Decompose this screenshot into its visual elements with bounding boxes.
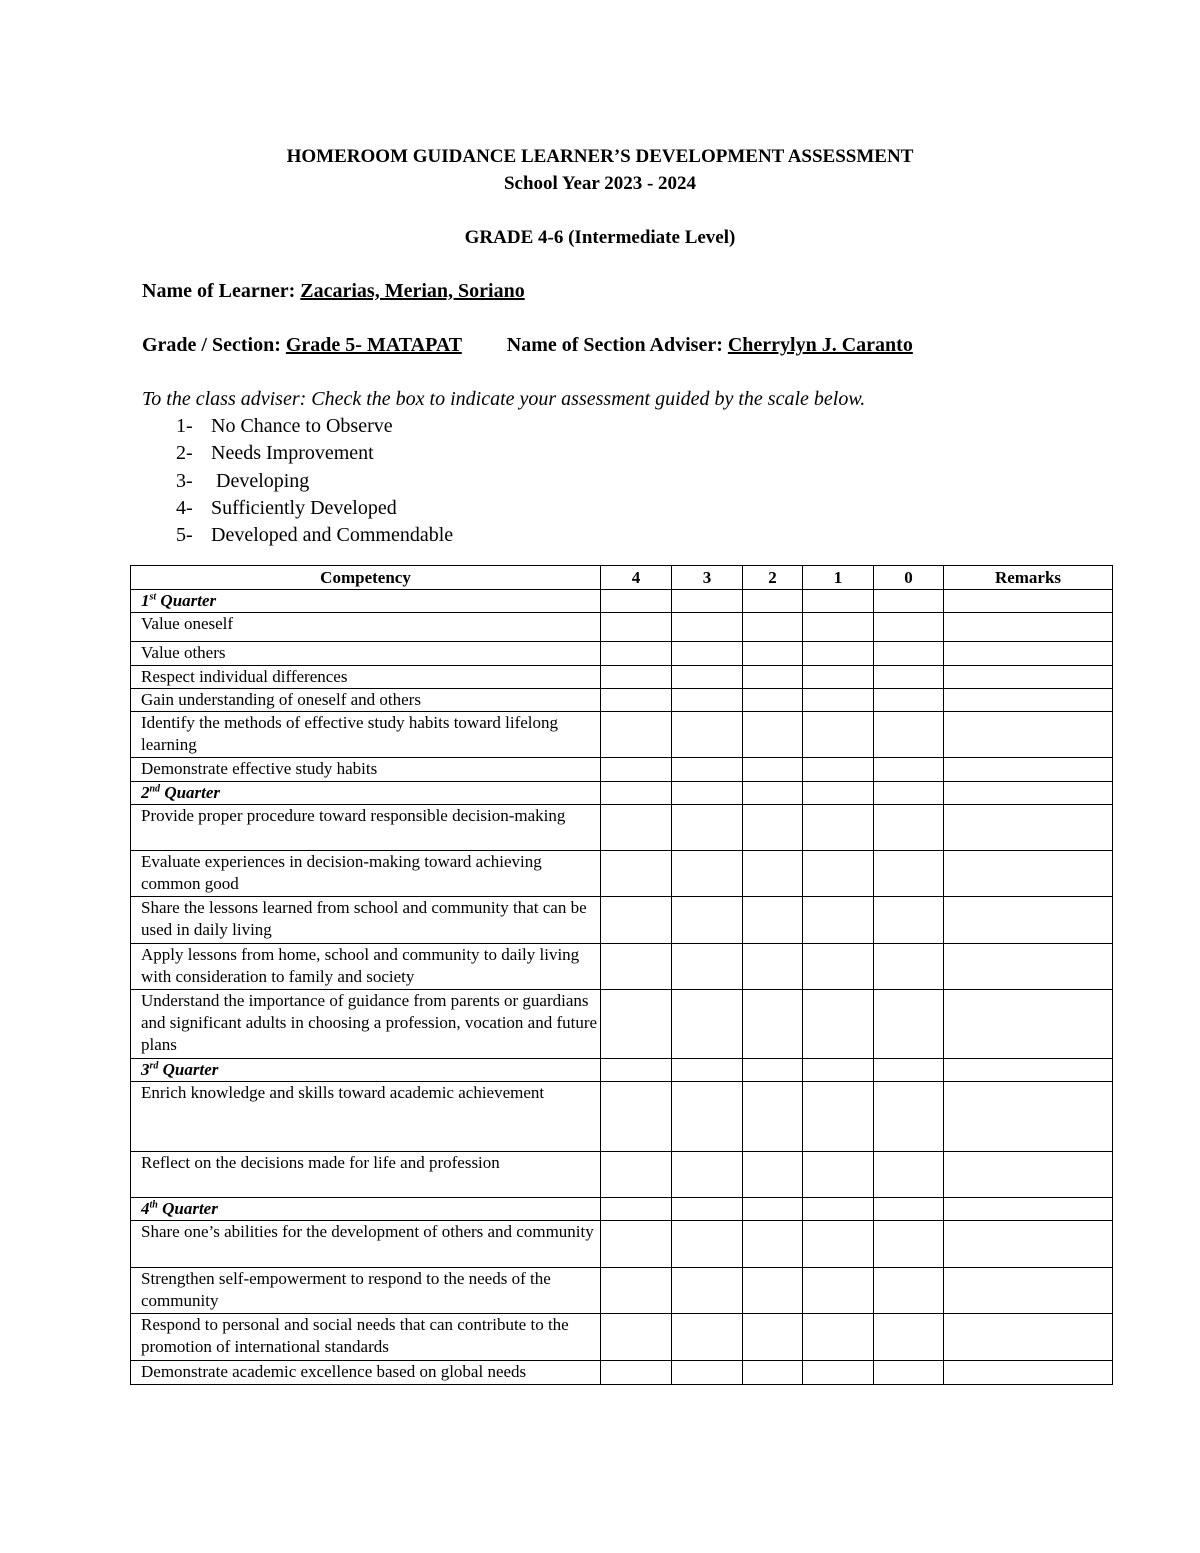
- table-row: [131, 990, 1113, 1059]
- remarks-cell[interactable]: [944, 1268, 1113, 1314]
- competency-text: Respond to personal and social needs that can contribute to the promotion of international standards: [131, 1314, 601, 1361]
- rating-cell[interactable]: [672, 1082, 743, 1152]
- rating-cell[interactable]: [601, 666, 672, 689]
- scale-label: Sufficiently Developed: [211, 496, 397, 519]
- quarter-label: [131, 1059, 601, 1082]
- rating-cell[interactable]: [672, 944, 743, 990]
- header-rating-4: 4: [601, 566, 672, 590]
- rating-cell[interactable]: [874, 1361, 944, 1385]
- header-rating-1: 1: [803, 566, 874, 590]
- rating-cell[interactable]: [601, 1082, 672, 1152]
- rating-cell[interactable]: [601, 712, 672, 758]
- table-row: [131, 1221, 1113, 1268]
- quarter-number: 4: [141, 1199, 150, 1218]
- competency-text: Demonstrate academic excellence based on global needs: [131, 1361, 601, 1385]
- rating-cell[interactable]: [743, 897, 803, 944]
- competency-text: Share one’s abilities for the development of others and community: [131, 1221, 601, 1268]
- adviser-name: Cherrylyn J. Caranto: [727, 334, 913, 356]
- learner-line: [142, 277, 525, 305]
- rating-cell[interactable]: [803, 1268, 874, 1314]
- rating-cell[interactable]: [803, 851, 874, 897]
- rating-cell[interactable]: [803, 1059, 874, 1082]
- rating-cell[interactable]: [601, 851, 672, 897]
- competency-text: Understand the importance of guidance from parents or guardians and significant adults in choosing a profession, vocation and future plans: [131, 990, 601, 1059]
- rating-cell[interactable]: [672, 758, 743, 782]
- rating-cell[interactable]: [672, 712, 743, 758]
- competency-text: Reflect on the decisions made for life and profession: [131, 1152, 601, 1198]
- rating-cell[interactable]: [874, 689, 944, 712]
- rating-cell[interactable]: [743, 1221, 803, 1268]
- rating-cell[interactable]: [874, 1082, 944, 1152]
- document-title: HOMEROOM GUIDANCE LEARNER’S DEVELOPMENT ASSESSMENT: [286, 146, 914, 167]
- rating-cell[interactable]: [672, 1314, 743, 1361]
- remarks-cell[interactable]: [944, 590, 1113, 613]
- remarks-cell[interactable]: [944, 1314, 1113, 1361]
- rating-cell[interactable]: [874, 758, 944, 782]
- rating-cell[interactable]: [874, 1059, 944, 1082]
- table-row: [131, 1268, 1113, 1314]
- rating-cell[interactable]: [601, 613, 672, 642]
- rating-cell[interactable]: [672, 1059, 743, 1082]
- remarks-cell[interactable]: [944, 851, 1113, 897]
- table-row: [131, 712, 1113, 758]
- rating-cell[interactable]: [743, 1152, 803, 1198]
- rating-cell[interactable]: [601, 590, 672, 613]
- scale-item: [176, 522, 453, 549]
- school-year: School Year 2023 - 2024: [503, 173, 697, 194]
- rating-cell[interactable]: [874, 1268, 944, 1314]
- quarter-number: 3: [141, 1060, 150, 1079]
- rating-cell[interactable]: [672, 1268, 743, 1314]
- table-row: [131, 1314, 1113, 1361]
- table-row: [131, 944, 1113, 990]
- rating-cell[interactable]: [874, 613, 944, 642]
- table-row: [131, 897, 1113, 944]
- rating-cell[interactable]: [743, 590, 803, 613]
- rating-cell[interactable]: [601, 1221, 672, 1268]
- table-body: [131, 590, 1113, 1385]
- remarks-cell[interactable]: [944, 1152, 1113, 1198]
- remarks-cell[interactable]: [944, 642, 1113, 666]
- rating-cell[interactable]: [672, 613, 743, 642]
- scale-number: 1-: [176, 415, 193, 437]
- rating-cell[interactable]: [601, 1059, 672, 1082]
- rating-cell[interactable]: [672, 1221, 743, 1268]
- rating-cell[interactable]: [874, 1314, 944, 1361]
- rating-cell[interactable]: [743, 1082, 803, 1152]
- scale-number: 5-: [176, 524, 193, 547]
- competency-text: Share the lessons learned from school and community that can be used in daily living: [131, 897, 601, 944]
- remarks-cell[interactable]: [944, 1221, 1113, 1268]
- rating-cell[interactable]: [672, 1198, 743, 1221]
- quarter-label: [131, 1198, 601, 1221]
- quarter-number: 1: [141, 591, 150, 610]
- scale-label: Needs Improvement: [211, 442, 374, 465]
- remarks-cell[interactable]: [944, 782, 1113, 805]
- table-row: [131, 613, 1113, 642]
- remarks-cell[interactable]: [944, 897, 1113, 944]
- rating-cell[interactable]: [672, 851, 743, 897]
- table-row: [131, 1082, 1113, 1152]
- rating-cell[interactable]: [874, 805, 944, 851]
- remarks-cell[interactable]: [944, 1361, 1113, 1385]
- rating-cell[interactable]: [743, 758, 803, 782]
- rating-cell[interactable]: [874, 666, 944, 689]
- quarter-label: [131, 782, 601, 805]
- rating-cell[interactable]: [803, 1314, 874, 1361]
- rating-cell[interactable]: [874, 851, 944, 897]
- learner-label: Name of Learner:: [142, 280, 296, 302]
- table-row: [131, 758, 1113, 782]
- competency-text: Enrich knowledge and skills toward academic achievement: [131, 1082, 601, 1152]
- table-header-row: [131, 566, 1113, 590]
- rating-cell[interactable]: [672, 990, 743, 1059]
- scale-item: [176, 468, 453, 495]
- quarter-word: Quarter: [162, 1199, 218, 1218]
- rating-scale: [176, 413, 453, 549]
- quarter-suffix: th: [149, 1199, 158, 1211]
- rating-cell[interactable]: [743, 782, 803, 805]
- rating-cell[interactable]: [803, 758, 874, 782]
- rating-cell[interactable]: [672, 1152, 743, 1198]
- table-row: [131, 666, 1113, 689]
- rating-cell[interactable]: [803, 990, 874, 1059]
- rating-cell[interactable]: [743, 805, 803, 851]
- rating-cell[interactable]: [803, 1198, 874, 1221]
- scale-number: 2-: [176, 442, 193, 465]
- rating-cell[interactable]: [874, 944, 944, 990]
- competency-text: Strengthen self-empowerment to respond to the needs of the community: [131, 1268, 601, 1314]
- scale-label: Developed and Commendable: [211, 524, 454, 547]
- rating-cell[interactable]: [601, 689, 672, 712]
- rating-cell[interactable]: [601, 1314, 672, 1361]
- rating-cell[interactable]: [803, 613, 874, 642]
- rating-cell[interactable]: [601, 1268, 672, 1314]
- rating-cell[interactable]: [601, 990, 672, 1059]
- rating-cell[interactable]: [601, 805, 672, 851]
- rating-cell[interactable]: [743, 666, 803, 689]
- header-rating-3: 3: [672, 566, 743, 590]
- scale-label: Developing: [211, 469, 310, 492]
- rating-cell[interactable]: [803, 805, 874, 851]
- rating-cell[interactable]: [803, 590, 874, 613]
- rating-cell[interactable]: [874, 990, 944, 1059]
- rating-cell[interactable]: [743, 944, 803, 990]
- competency-table: [130, 565, 1113, 1385]
- rating-cell[interactable]: [601, 897, 672, 944]
- rating-cell[interactable]: [743, 1361, 803, 1385]
- rating-cell[interactable]: [874, 782, 944, 805]
- rating-cell[interactable]: [601, 758, 672, 782]
- remarks-cell[interactable]: [944, 944, 1113, 990]
- rating-cell[interactable]: [601, 642, 672, 666]
- rating-cell[interactable]: [803, 1221, 874, 1268]
- rating-cell[interactable]: [874, 897, 944, 944]
- quarter-suffix: rd: [149, 1060, 159, 1072]
- header-rating-0: 0: [874, 566, 944, 590]
- rating-cell[interactable]: [874, 590, 944, 613]
- table-row: [131, 1361, 1113, 1385]
- remarks-cell[interactable]: [944, 1059, 1113, 1082]
- rating-cell[interactable]: [803, 897, 874, 944]
- rating-cell[interactable]: [803, 1361, 874, 1385]
- instruction-text: To the class adviser: Check the box to indicate your assessment guided by the scale below.: [142, 388, 866, 410]
- rating-cell[interactable]: [601, 1361, 672, 1385]
- quarter-number: 2: [141, 783, 150, 802]
- rating-cell[interactable]: [672, 666, 743, 689]
- rating-cell[interactable]: [743, 1268, 803, 1314]
- rating-cell[interactable]: [803, 712, 874, 758]
- rating-cell[interactable]: [601, 944, 672, 990]
- adviser-label: Name of Section Adviser:: [506, 334, 723, 356]
- competency-text: Gain understanding of oneself and others: [131, 689, 601, 712]
- competency-text: Demonstrate effective study habits: [131, 758, 601, 782]
- scale-item: [176, 495, 453, 522]
- remarks-cell[interactable]: [944, 689, 1113, 712]
- quarter-label: [131, 590, 601, 613]
- rating-cell[interactable]: [743, 851, 803, 897]
- rating-cell[interactable]: [874, 642, 944, 666]
- scale-label: No Chance to Observe: [211, 415, 393, 437]
- quarter-word: Quarter: [160, 591, 217, 610]
- quarter-row: [131, 1059, 1113, 1082]
- rating-cell[interactable]: [874, 1198, 944, 1221]
- rating-cell[interactable]: [672, 642, 743, 666]
- rating-cell[interactable]: [803, 1152, 874, 1198]
- scale-item: [176, 440, 453, 467]
- competency-text: Value oneself: [131, 613, 601, 642]
- rating-cell[interactable]: [874, 712, 944, 758]
- scale-item: [176, 413, 453, 440]
- table-row: [131, 851, 1113, 897]
- table-row: [131, 642, 1113, 666]
- rating-cell[interactable]: [743, 613, 803, 642]
- rating-cell[interactable]: [672, 590, 743, 613]
- rating-cell[interactable]: [743, 1059, 803, 1082]
- rating-cell[interactable]: [874, 1221, 944, 1268]
- rating-cell[interactable]: [743, 1314, 803, 1361]
- remarks-cell[interactable]: [944, 758, 1113, 782]
- grade-section-label: Grade / Section:: [142, 334, 281, 356]
- rating-cell[interactable]: [803, 944, 874, 990]
- remarks-cell[interactable]: [944, 613, 1113, 642]
- competency-text: Provide proper procedure toward responsible decision-making: [131, 805, 601, 851]
- rating-cell[interactable]: [672, 782, 743, 805]
- rating-cell[interactable]: [743, 990, 803, 1059]
- grade-level: GRADE 4-6 (Intermediate Level): [464, 227, 736, 248]
- rating-cell[interactable]: [672, 689, 743, 712]
- rating-cell[interactable]: [803, 642, 874, 666]
- rating-cell[interactable]: [743, 642, 803, 666]
- competency-text: Respect individual differences: [131, 666, 601, 689]
- rating-cell[interactable]: [601, 1152, 672, 1198]
- rating-cell[interactable]: [743, 689, 803, 712]
- grade-section-line: [142, 331, 913, 359]
- quarter-suffix: st: [149, 591, 157, 603]
- header-rating-2: 2: [743, 566, 803, 590]
- rating-cell[interactable]: [743, 712, 803, 758]
- rating-cell[interactable]: [672, 805, 743, 851]
- learner-name: Zacarias, Merian, Soriano: [300, 280, 525, 302]
- quarter-suffix: nd: [149, 783, 161, 795]
- rating-cell[interactable]: [874, 1152, 944, 1198]
- rating-cell[interactable]: [803, 689, 874, 712]
- quarter-word: Quarter: [164, 783, 221, 802]
- rating-cell[interactable]: [803, 1082, 874, 1152]
- table-row: [131, 1152, 1113, 1198]
- rating-cell[interactable]: [601, 1198, 672, 1221]
- rating-cell[interactable]: [743, 1198, 803, 1221]
- rating-cell[interactable]: [803, 782, 874, 805]
- scale-number: 3-: [176, 469, 193, 492]
- remarks-cell[interactable]: [944, 1198, 1113, 1221]
- competency-text: Identify the methods of effective study habits toward lifelong learning: [131, 712, 601, 758]
- quarter-row: [131, 1198, 1113, 1221]
- table-row: [131, 805, 1113, 851]
- remarks-cell[interactable]: [944, 666, 1113, 689]
- quarter-word: Quarter: [162, 1060, 219, 1079]
- scale-number: 4-: [176, 496, 193, 519]
- rating-cell[interactable]: [672, 897, 743, 944]
- grade-section-value: Grade 5- MATAPAT: [285, 334, 462, 356]
- rating-cell[interactable]: [803, 666, 874, 689]
- competency-text: Value others: [131, 642, 601, 666]
- header-remarks: Remarks: [944, 566, 1113, 590]
- remarks-cell[interactable]: [944, 990, 1113, 1059]
- quarter-row: [131, 590, 1113, 613]
- remarks-cell[interactable]: [944, 805, 1113, 851]
- rating-cell[interactable]: [601, 782, 672, 805]
- quarter-row: [131, 782, 1113, 805]
- competency-text: Evaluate experiences in decision-making toward achieving common good: [131, 851, 601, 897]
- competency-text: Apply lessons from home, school and community to daily living with consideration to family and society: [131, 944, 601, 990]
- table-row: [131, 689, 1113, 712]
- rating-cell[interactable]: [672, 1361, 743, 1385]
- remarks-cell[interactable]: [944, 1082, 1113, 1152]
- remarks-cell[interactable]: [944, 712, 1113, 758]
- header-competency: Competency: [131, 566, 601, 590]
